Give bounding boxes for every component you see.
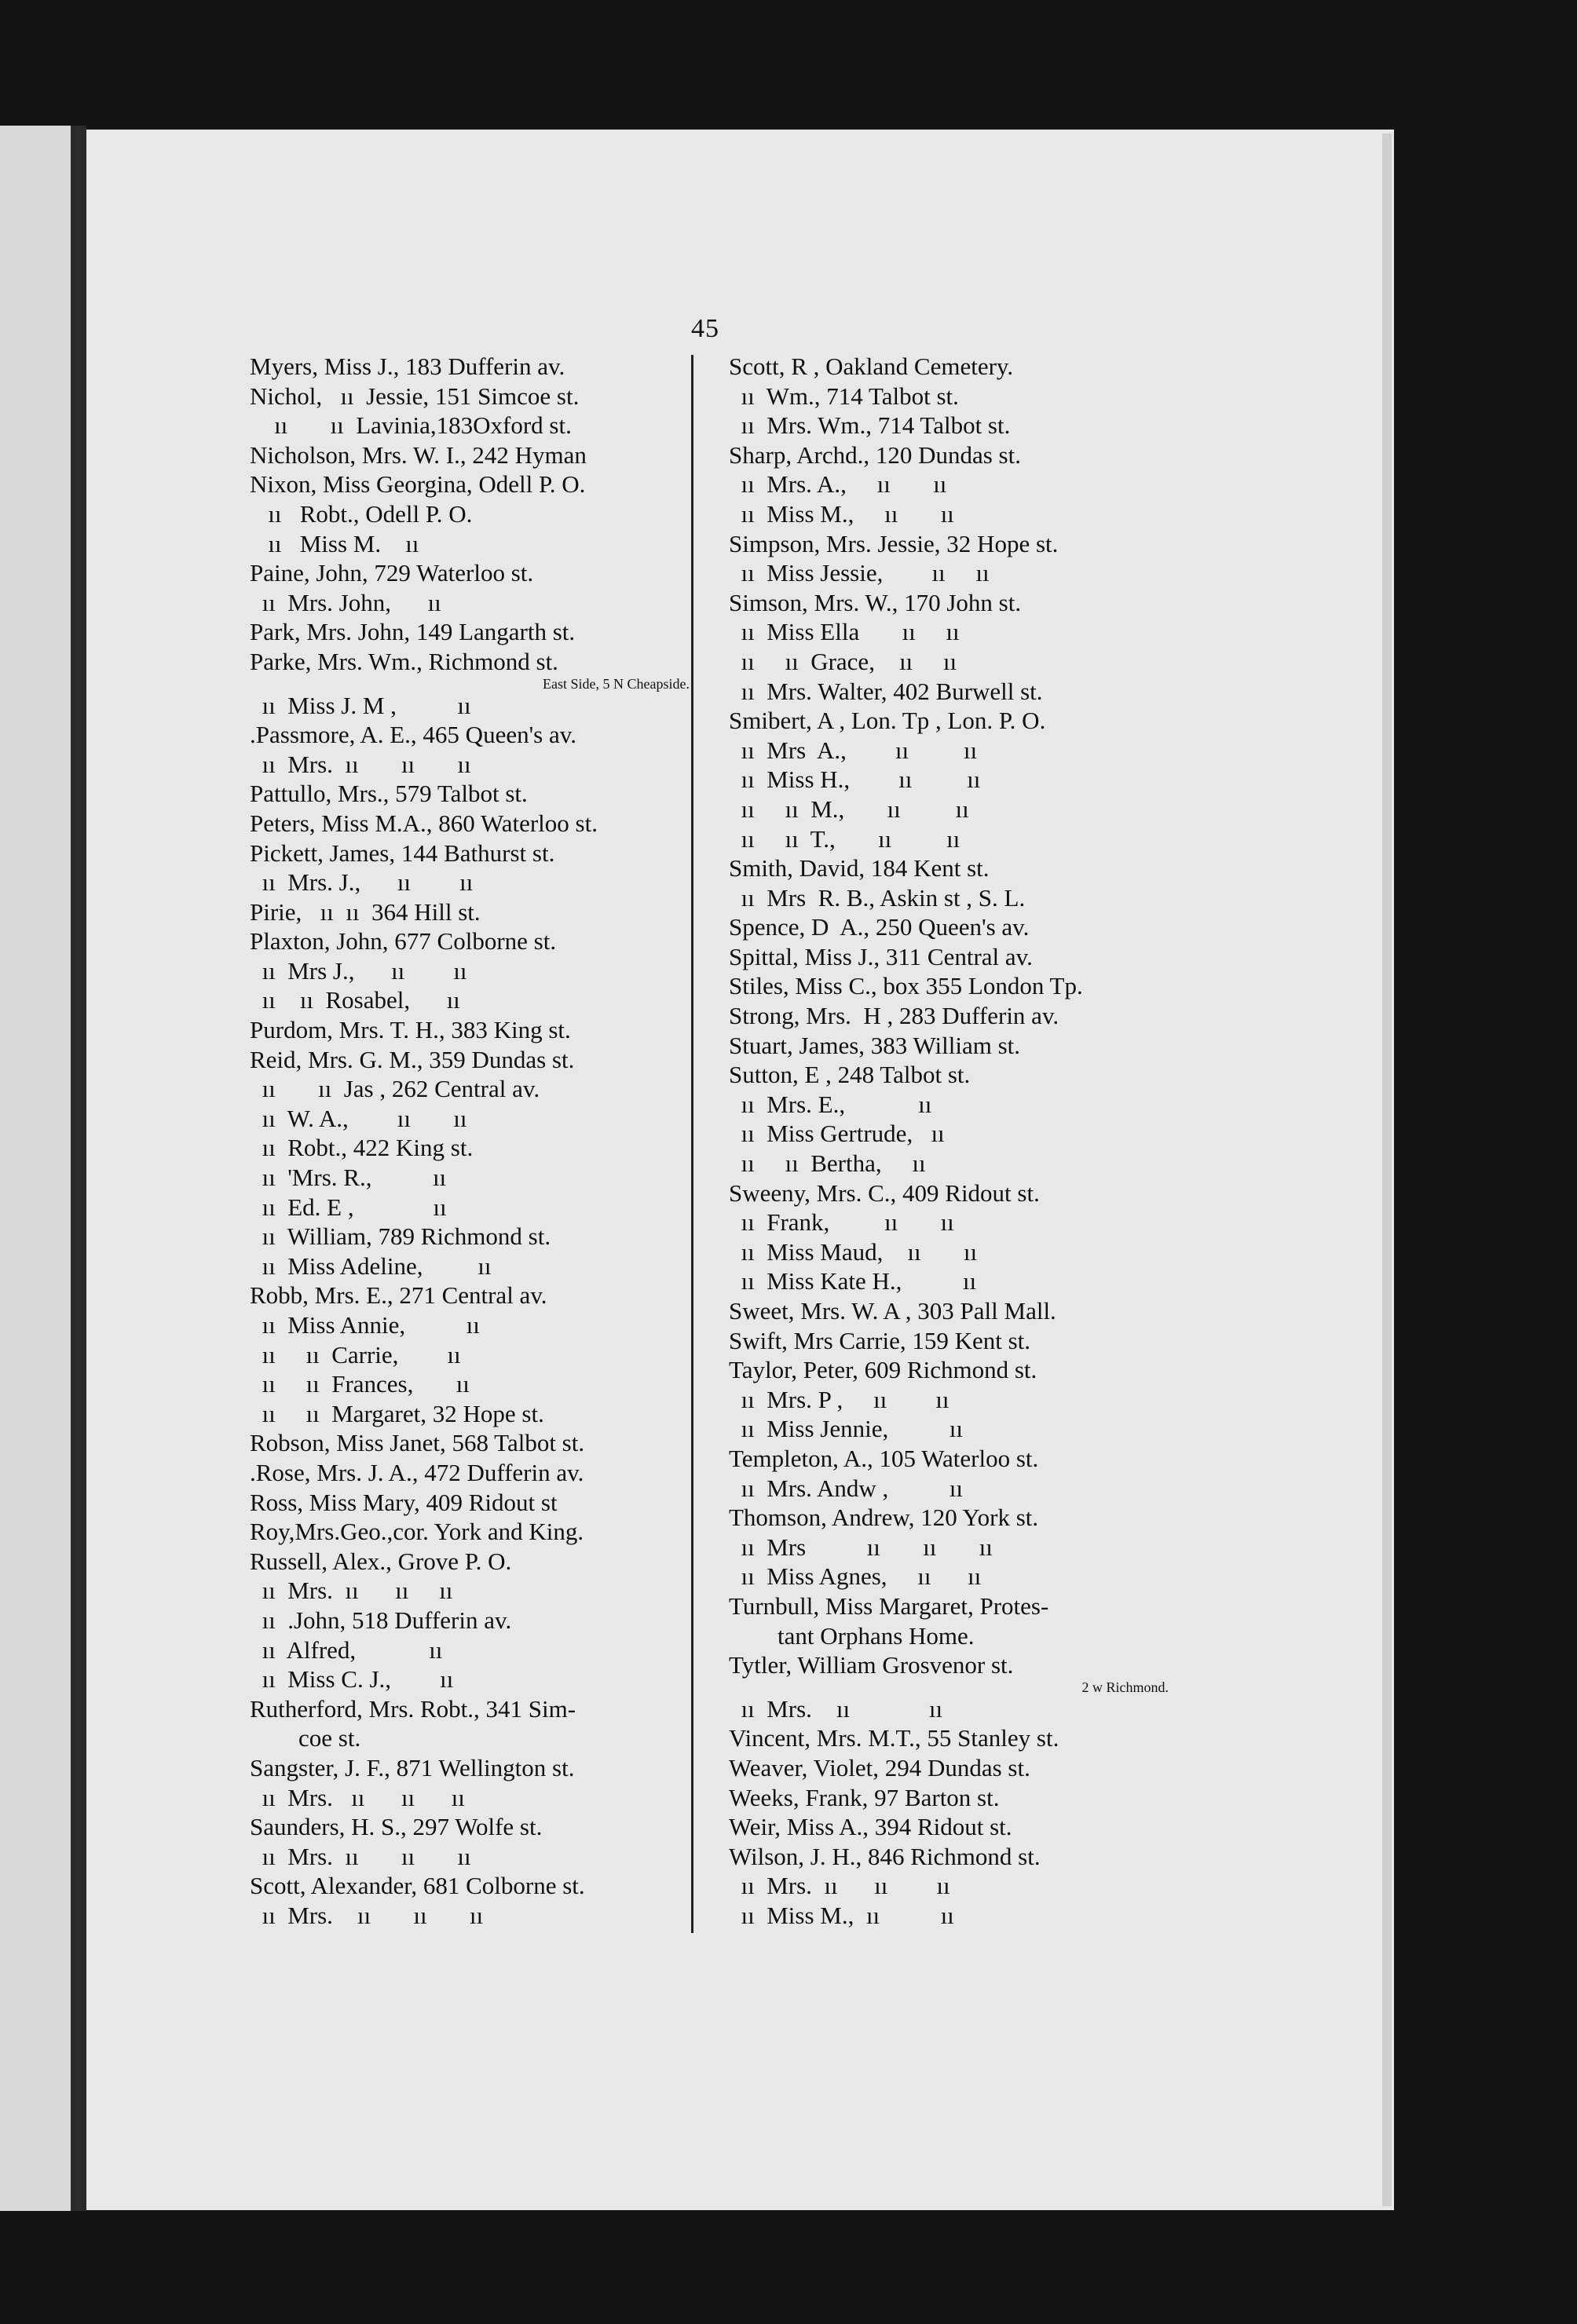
directory-entry: ıı Miss Gertrude, ıı — [729, 1120, 945, 1148]
directory-entry: Robson, Miss Janet, 568 Talbot st. — [250, 1429, 585, 1457]
directory-entry: Tytler, William Grosvenor st. — [729, 1651, 1014, 1679]
directory-entry: Parke, Mrs. Wm., Richmond st. — [250, 647, 558, 675]
directory-entry: Strong, Mrs. H , 283 Dufferin av. — [729, 1002, 1059, 1030]
directory-entry: ıı Miss Adeline, ıı — [250, 1252, 492, 1280]
book-gutter — [71, 126, 86, 2211]
directory-entry: ıı ıı T., ıı ıı — [729, 824, 960, 853]
directory-entry: Sutton, E , 248 Talbot st. — [729, 1061, 971, 1089]
directory-entry: coe st. — [250, 1724, 361, 1752]
adjacent-page-edge — [0, 126, 71, 2211]
directory-entry: Stiles, Miss C., box 355 London Tp. — [729, 972, 1083, 1000]
directory-entry: ıı Wm., 714 Talbot st. — [729, 382, 959, 410]
directory-entry: ıı Miss Kate H., ıı — [729, 1267, 977, 1295]
directory-entry: ıı ıı Rosabel, ıı — [250, 986, 460, 1014]
directory-entry: Pirie, ıı ıı 364 Hill st. — [250, 897, 481, 926]
directory-entry: Wilson, J. H., 846 Richmond st. — [729, 1842, 1041, 1870]
directory-entry: Park, Mrs. John, 149 Langarth st. — [250, 618, 576, 646]
directory-entry: ıı Frank, ıı ıı — [729, 1208, 954, 1237]
directory-entry: ıı Miss H., ıı ıı — [729, 766, 981, 794]
directory-entry: ıı ıı Jas , 262 Central av. — [250, 1075, 540, 1103]
directory-entry: ıı Miss M. ıı — [250, 529, 419, 557]
directory-entry: ıı Miss Agnes, ıı ıı — [729, 1562, 982, 1591]
directory-entry: ıı Miss J. M , ıı — [250, 691, 471, 719]
directory-entry: ıı Mrs. ıı ıı ıı — [250, 1901, 484, 1929]
directory-entry: .Passmore, A. E., 465 Queen's av. — [250, 721, 576, 749]
page-number: 45 — [691, 314, 719, 343]
directory-entry: ıı W. A., ıı ıı — [250, 1104, 467, 1132]
directory-entry: ıı Mrs. ıı ıı ıı — [250, 1842, 471, 1870]
directory-entry: 2 w Richmond. — [1081, 1679, 1169, 1695]
directory-entry: Weeks, Frank, 97 Barton st. — [729, 1783, 1000, 1811]
column-divider — [691, 355, 693, 1933]
directory-entry: Saunders, H. S., 297 Wolfe st. — [250, 1813, 543, 1841]
directory-entry: ıı Miss M., ıı ıı — [729, 499, 954, 528]
directory-entry: ıı Mrs. E., ıı — [729, 1090, 932, 1118]
directory-entry: ıı Ed. E , ıı — [250, 1193, 447, 1221]
directory-entry: Pattullo, Mrs., 579 Talbot st. — [250, 780, 528, 808]
directory-entry: Rutherford, Mrs. Robt., 341 Sim- — [250, 1694, 576, 1723]
directory-entry: ıı Miss Jennie, ıı — [729, 1415, 963, 1443]
directory-entry: Swift, Mrs Carrie, 159 Kent st. — [729, 1326, 1031, 1354]
directory-entry: Paine, John, 729 Waterloo st. — [250, 559, 534, 587]
directory-entry: ıı ıı Carrie, ıı — [250, 1340, 461, 1368]
directory-entry: Weaver, Violet, 294 Dundas st. — [729, 1753, 1030, 1781]
directory-entry: tant Orphans Home. — [729, 1621, 975, 1650]
directory-entry: ıı ıı Bertha, ıı — [729, 1149, 926, 1178]
directory-entry: Robb, Mrs. E., 271 Central av. — [250, 1281, 547, 1310]
directory-entry: Simson, Mrs. W., 170 John st. — [729, 588, 1022, 616]
directory-entry: ıı Mrs A., ıı ıı — [729, 736, 978, 764]
directory-entry: Nixon, Miss Georgina, Odell P. O. — [250, 470, 586, 499]
directory-entry: ıı Robt., Odell P. O. — [250, 499, 473, 528]
directory-entry: ıı 'Mrs. R., ıı — [250, 1164, 447, 1192]
directory-entry: Thomson, Andrew, 120 York st. — [729, 1504, 1039, 1532]
directory-entry: ıı Miss Annie, ıı — [250, 1311, 480, 1339]
directory-entry: ıı Mrs. ıı ıı ıı — [250, 750, 471, 778]
directory-entry: Turnbull, Miss Margaret, Protes- — [729, 1591, 1049, 1620]
directory-entry: ıı Mrs. A., ıı ıı — [729, 470, 947, 499]
directory-entry: ıı ıı Grace, ıı ıı — [729, 647, 957, 675]
directory-entry: Smith, David, 184 Kent st. — [729, 854, 990, 882]
directory-entry: Plaxton, John, 677 Colborne st. — [250, 927, 557, 956]
right-column — [729, 352, 1200, 1930]
directory-entry: ıı ıı Frances, ıı — [250, 1370, 470, 1398]
directory-entry: Nicholson, Mrs. W. I., 242 Hyman — [250, 440, 587, 469]
directory-entry: Pickett, James, 144 Bathurst st. — [250, 839, 555, 867]
directory-entry: ıı Mrs. ıı ıı ıı — [729, 1872, 950, 1900]
directory-entry: ıı Miss C. J., ıı — [250, 1665, 454, 1694]
directory-entry: Scott, Alexander, 681 Colborne st. — [250, 1872, 585, 1900]
directory-entry: ıı ıı Lavinia,183Oxford st. — [250, 411, 572, 440]
directory-entry: Roy,Mrs.Geo.,cor. York and King. — [250, 1518, 584, 1546]
directory-entry: Sweeny, Mrs. C., 409 Ridout st. — [729, 1178, 1040, 1207]
directory-entry: ıı Miss Jessie, ıı ıı — [729, 559, 990, 587]
directory-entry: ıı William, 789 Richmond st. — [250, 1222, 551, 1251]
directory-entry: ıı Mrs. J., ıı ıı — [250, 868, 474, 897]
directory-entry: Sangster, J. F., 871 Wellington st. — [250, 1753, 575, 1781]
directory-entry: ıı Miss M., ıı ıı — [729, 1901, 954, 1929]
directory-entry: ıı Mrs R. B., Askin st , S. L. — [729, 883, 1026, 912]
directory-entry: ıı Alfred, ıı — [250, 1635, 443, 1664]
directory-entry: Simpson, Mrs. Jessie, 32 Hope st. — [729, 529, 1059, 557]
directory-entry: ıı Mrs. John, ıı — [250, 588, 441, 616]
directory-entry: ıı Mrs. ıı ıı ıı — [250, 1577, 453, 1605]
directory-entry: Sweet, Mrs. W. A , 303 Pall Mall. — [729, 1297, 1056, 1325]
directory-entry: ıı Mrs J., ıı ıı — [250, 956, 467, 985]
directory-entry: ıı Mrs ıı ıı ıı — [729, 1533, 993, 1561]
directory-entry: Stuart, James, 383 William st. — [729, 1031, 1021, 1059]
directory-entry: East Side, 5 N Cheapside. — [543, 675, 690, 692]
directory-entry: ıı Mrs. ıı ıı ıı — [250, 1783, 465, 1811]
directory-entry: Purdom, Mrs. T. H., 383 King st. — [250, 1016, 571, 1044]
directory-entry: Smibert, A , Lon. Tp , Lon. P. O. — [729, 707, 1046, 735]
directory-entry: Sharp, Archd., 120 Dundas st. — [729, 440, 1021, 469]
directory-entry: Peters, Miss M.A., 860 Waterloo st. — [250, 809, 598, 837]
directory-entry: ıı Mrs. ıı ıı — [729, 1694, 943, 1723]
directory-entry: Taylor, Peter, 609 Richmond st. — [729, 1356, 1037, 1384]
directory-entry: Spence, D A., 250 Queen's av. — [729, 913, 1030, 941]
directory-entry: ıı Miss Maud, ıı ıı — [729, 1237, 978, 1266]
directory-entry: Russell, Alex., Grove P. O. — [250, 1547, 512, 1575]
directory-entry: Vincent, Mrs. M.T., 55 Stanley st. — [729, 1724, 1059, 1752]
directory-entry: Myers, Miss J., 183 Dufferin av. — [250, 353, 565, 380]
directory-entry: ıı ıı M., ıı ıı — [729, 795, 969, 823]
directory-entry: Scott, R , Oakland Cemetery. — [729, 353, 1014, 380]
directory-entry: Spittal, Miss J., 311 Central av. — [729, 942, 1033, 970]
directory-entry: ıı Mrs. P , ıı ıı — [729, 1385, 949, 1413]
directory-entry: Nichol, ıı Jessie, 151 Simcoe st. — [250, 382, 580, 410]
directory-entry: Weir, Miss A., 394 Ridout st. — [729, 1813, 1012, 1841]
left-column — [250, 352, 721, 1930]
directory-entry: ıı Mrs. Walter, 402 Burwell st. — [729, 677, 1043, 705]
directory-entry: Templeton, A., 105 Waterloo st. — [729, 1444, 1039, 1472]
directory-entry: Reid, Mrs. G. M., 359 Dundas st. — [250, 1045, 575, 1073]
directory-entry: ıı .John, 518 Dufferin av. — [250, 1606, 512, 1634]
directory-entry: ıı Mrs. Andw , ıı — [729, 1474, 963, 1502]
directory-entry: Ross, Miss Mary, 409 Ridout st — [250, 1488, 558, 1516]
directory-entry: ıı Miss Ella ıı ıı — [729, 618, 960, 646]
directory-entry: ıı Robt., 422 King st. — [250, 1134, 474, 1162]
page-edge-shadow — [1382, 133, 1392, 2206]
directory-entry: ıı ıı Margaret, 32 Hope st. — [250, 1399, 544, 1427]
directory-entry: .Rose, Mrs. J. A., 472 Dufferin av. — [250, 1458, 584, 1486]
directory-entry: ıı Mrs. Wm., 714 Talbot st. — [729, 411, 1011, 440]
